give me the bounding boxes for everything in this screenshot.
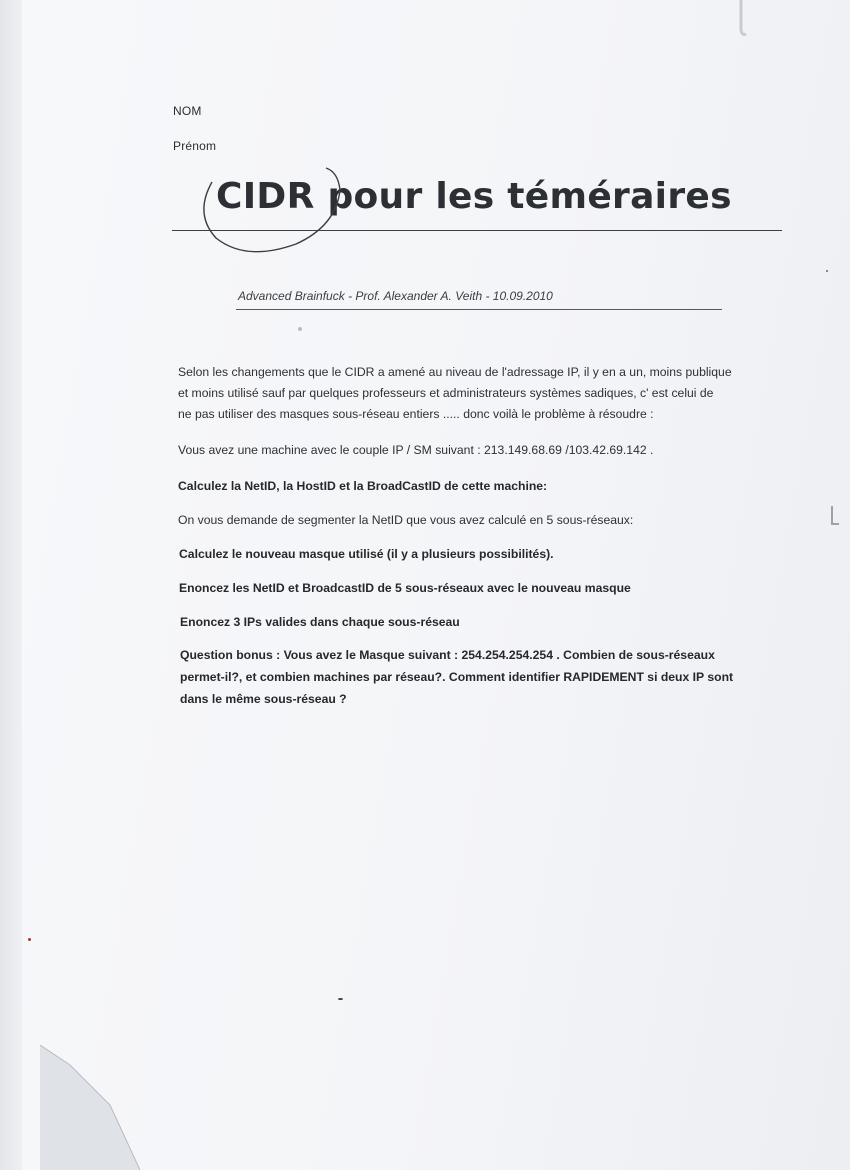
subtitle: Advanced Brainfuck - Prof. Alexander A. Veith - 10.09.2010 [238,289,553,303]
segment-line: On vous demande de segmenter la NetID que vous avez calculé en 5 sous-réseaux: [178,513,634,527]
machine-line: Vous avez une machine avec le couple IP / SM suivant : 213.149.68.69 /103.42.69.142 . [178,443,654,457]
scan-left-margin [0,0,22,1170]
title-underline [172,230,782,231]
question-2: Calculez le nouveau masque utilisé (il y a plusieurs possibilités). [179,547,554,561]
folded-corner [40,1045,150,1170]
bonus-line-1: Question bonus : Vous avez le Masque suivant : 254.254.254.254 . Combien de sous-réseaux [180,648,715,662]
question-3: Enoncez les NetID et BroadcastID de 5 sous-réseaux avec le nouveau masque [179,581,631,595]
intro-line-2: et moins utilisé sauf par quelques professeurs et administrateurs systèmes sadiques, c' est celui de [178,386,714,400]
bonus-line-3: dans le même sous-réseau ? [180,692,347,706]
nom-label: NOM [173,104,202,118]
page-title: CIDR pour les téméraires [216,176,732,217]
staple-mark [736,0,750,40]
subtitle-underline [236,309,722,310]
bonus-line-2: permet-il?, et combien machines par réseau?. Comment identifier RAPIDEMENT si deux IP sont [180,670,734,684]
scan-speck [826,270,828,272]
scan-speck [28,938,31,941]
scan-speck [338,998,343,1000]
edge-mark [828,504,842,528]
prenom-label: Prénom [173,139,217,153]
intro-line-3: ne pas utiliser des masques sous-réseau entiers ..... donc voilà le problème à résoudre : [178,407,654,421]
scan-speck [298,327,302,331]
handwritten-circle [198,160,348,260]
question-1: Calculez la NetID, la HostID et la BroadCastID de cette machine: [178,479,548,493]
question-4: Enoncez 3 IPs valides dans chaque sous-réseau [180,615,460,629]
intro-line-1: Selon les changements que le CIDR a amené au niveau de l'adressage IP, il y en a un, moins publique [178,365,732,379]
